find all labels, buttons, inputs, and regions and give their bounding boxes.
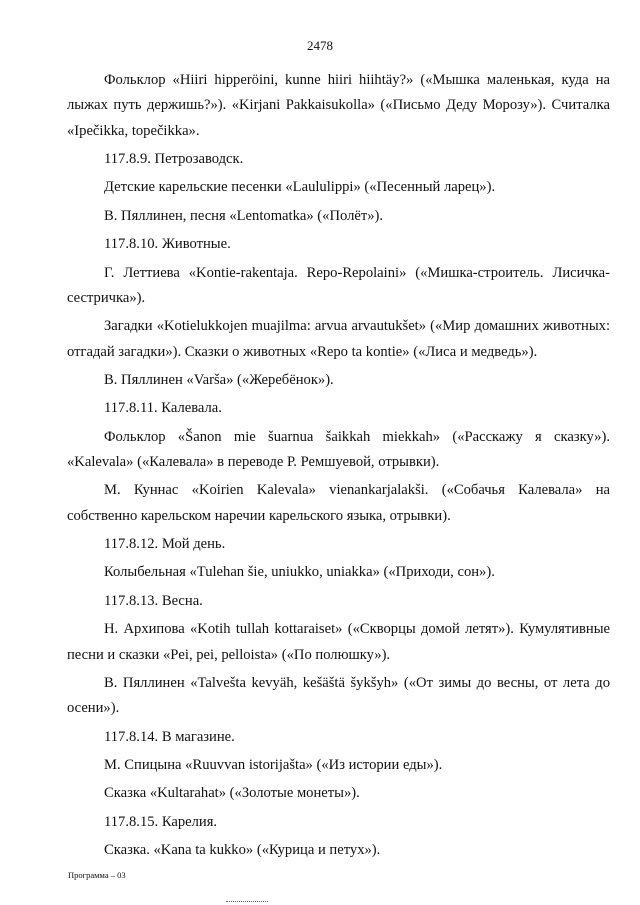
paragraph-kana-ta-kukko: Сказка. «Kana ta kukko» («Курица и петух»). bbox=[104, 842, 381, 859]
section-heading-spring: 117.8.13. Весна. bbox=[104, 592, 203, 609]
paragraph-lentomatka: В. Пяллинен, песня «Lentomatka» («Полёт»). bbox=[104, 207, 384, 224]
paragraph-riddles: Загадки «Kotielukkojen muajilma: arvua arvautukšet» («Мир домашних животных: отгадай загадки»). Сказки о животных «Repo ta kontie» («Лиса и медведь»). bbox=[67, 318, 610, 360]
paragraph-kottaraiset: Н. Архипова «Kotih tullah kottaraiset» («Скворцы домой летят»). Кумулятивные песни и сказки «Pei, pei, pelloista» («По полюшку»). bbox=[67, 621, 610, 663]
section-heading-kalevala: 117.8.11. Калевала. bbox=[104, 400, 222, 417]
section-heading-animals: 117.8.10. Животные. bbox=[104, 236, 231, 253]
section-heading-shop: 117.8.14. В магазине. bbox=[104, 728, 235, 745]
paragraph-folklore-hiiri: Фольклор «Hiiri hipperöini, kunne hiiri hiihtäy?» («Мышка маленькая, куда на лыжах путь держишь?»). «Kirjani Pakkaisukolla» («Письмо Деду Морозу»). Считалка «Ірečikka, topečikka». bbox=[67, 72, 610, 139]
paragraph-koirien-kalevala: М. Куннас «Koirien Kalevala» vienankarjalakši. («Собачья Калевала» на собственно карельском наречии карельского языка, отрывки). bbox=[67, 482, 610, 524]
paragraph-sanon-mie: Фольклор «Šanon mie šuarnua šaikkah miekkah» («Расскажу я сказку»). «Kalevala» («Калевала» в переводе Р. Ремшуевой, отрывки). bbox=[67, 428, 610, 470]
paragraph-lullaby: Колыбельная «Tulehan šie, uniukko, uniakka» («Приходи, сон»). bbox=[104, 564, 495, 581]
footer-program-label: Программа – 03 bbox=[68, 870, 126, 880]
paragraph-ruuvvan: М. Спицына «Ruuvvan istorijašta» («Из истории еды»). bbox=[104, 757, 443, 774]
paragraph-varsa: В. Пяллинен «Varša» («Жеребёнок»). bbox=[104, 371, 334, 388]
section-heading-my-day: 117.8.12. Мой день. bbox=[104, 536, 226, 553]
section-heading-karelia: 117.8.15. Карелия. bbox=[104, 813, 218, 830]
bottom-edge-mark bbox=[226, 901, 268, 903]
page-number: 2478 bbox=[307, 38, 333, 53]
paragraph-kultarahat: Сказка «Kultarahat» («Золотые монеты»). bbox=[104, 785, 360, 802]
document-body bbox=[67, 68, 610, 867]
paragraph-kontie-rakentaja: Г. Леттиева «Kontie-rakentaja. Repo-Repolaini» («Мишка-строитель. Лисичка-сестричка»). bbox=[67, 264, 610, 306]
paragraph-talvesta: В. Пяллинен «Talvešta kevyäh, kešäštä šykšyh» («От зимы до весны, от лета до осени»). bbox=[67, 674, 610, 717]
section-heading-petrozavodsk: 117.8.9. Петрозаводск. bbox=[104, 150, 244, 167]
paragraph-laululippi: Детские карельские песенки «Laululippi» («Песенный ларец»). bbox=[104, 179, 496, 196]
